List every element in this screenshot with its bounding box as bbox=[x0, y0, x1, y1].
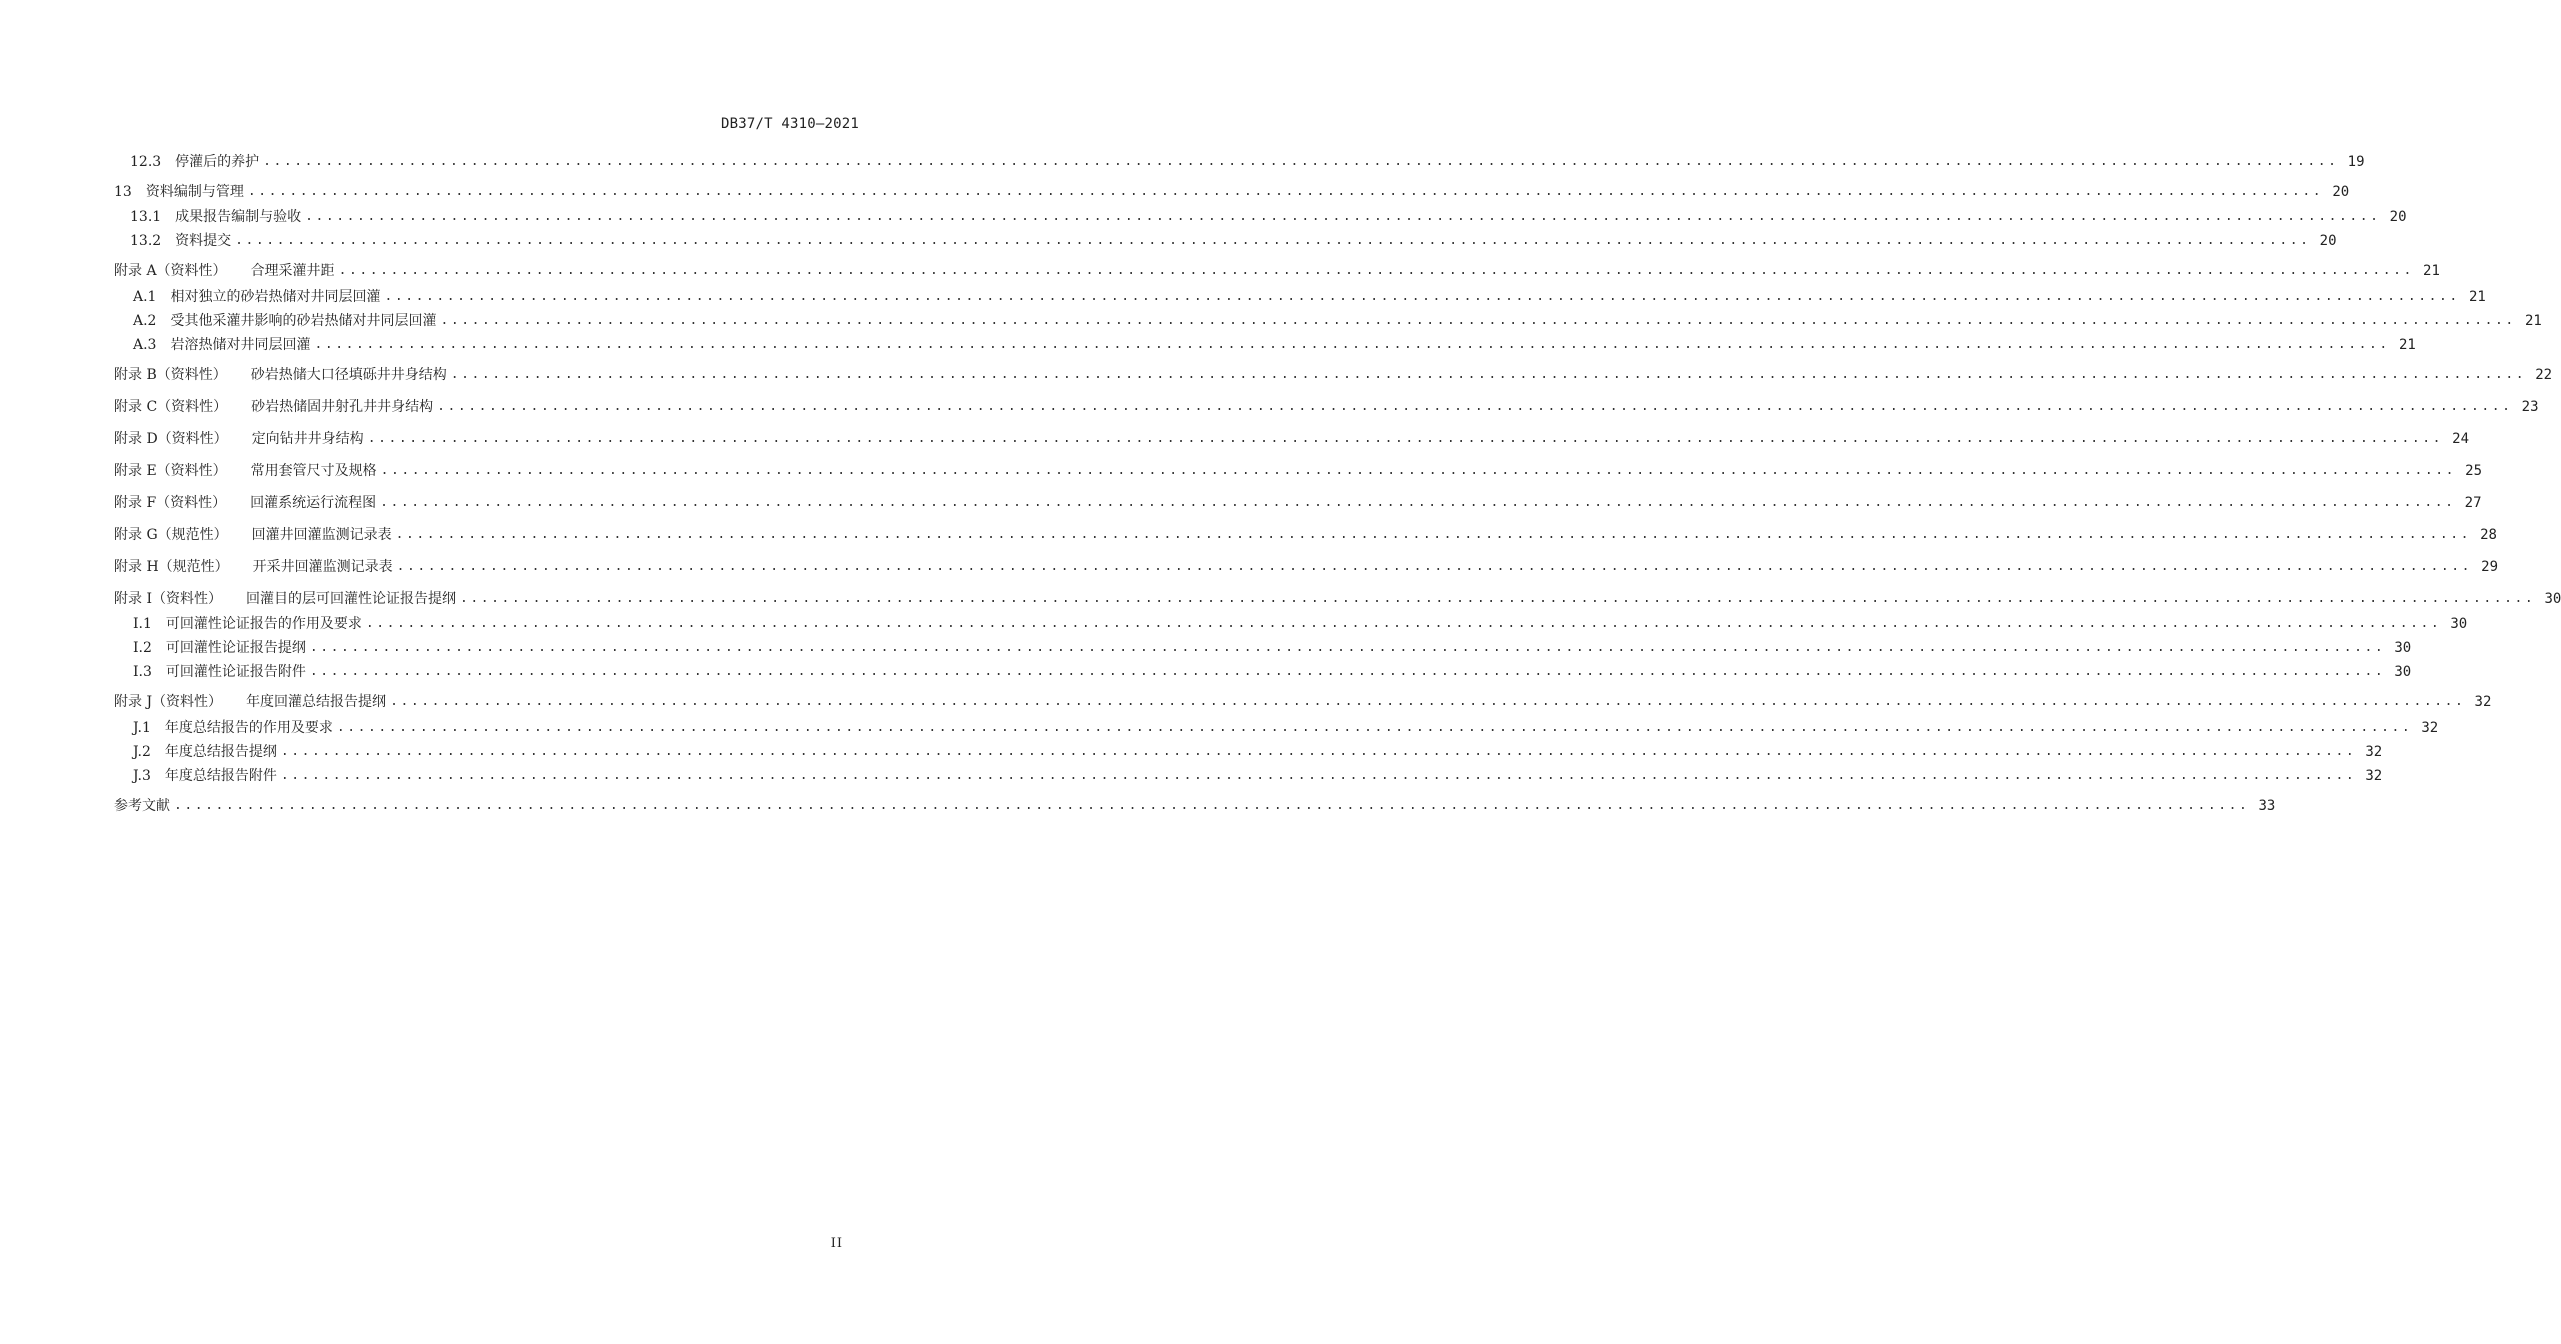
toc-entry-page: 32 bbox=[2421, 720, 2439, 736]
toc-entry-page: 21 bbox=[2398, 337, 2416, 353]
toc-entry[interactable] bbox=[133, 287, 2486, 307]
toc-entry-title: 砂岩热储固井射孔井井身结构 bbox=[251, 399, 434, 415]
toc-leader-dots: ........................................................................................................................................................................................................ bbox=[390, 694, 2466, 709]
toc-entry-title: 合理采灌井距 bbox=[250, 263, 335, 279]
toc-leader-dots: ........................................................................................................................................................................................................ bbox=[437, 399, 2513, 414]
toc-entry-page: 30 bbox=[2394, 664, 2412, 680]
toc-entry-title: 可回灌性论证报告附件 bbox=[165, 664, 306, 680]
toc-entry-number: A.2 bbox=[133, 313, 157, 329]
toc-entry-number: 13.1 bbox=[130, 209, 162, 225]
toc-leader-dots: ........................................................................................................................................................................................................ bbox=[367, 431, 2444, 446]
toc-entry[interactable] bbox=[130, 231, 2337, 251]
toc-entry-title: 成果报告编制与验收 bbox=[175, 209, 302, 225]
toc-entry[interactable] bbox=[114, 182, 2350, 202]
toc-leader-dots: ........................................................................................................................................................................................................ bbox=[309, 664, 2386, 679]
toc-entry-page: 33 bbox=[2258, 798, 2276, 814]
toc-entry-number: 13 bbox=[114, 184, 132, 200]
toc-entry-page: 32 bbox=[2474, 694, 2492, 710]
toc-entry[interactable] bbox=[133, 335, 2416, 355]
toc-entry-title: 回灌井回灌监测记录表 bbox=[251, 527, 392, 543]
toc-entry-number: 附录 E（资料性） bbox=[114, 463, 227, 479]
toc-entry-number: 附录 A（资料性） bbox=[114, 263, 227, 279]
toc-entry-number: 13.2 bbox=[130, 233, 162, 249]
toc-entry-number: J.3 bbox=[133, 768, 151, 784]
toc-entry-title: 回灌目的层可回灌性论证报告提纲 bbox=[245, 591, 456, 607]
toc-entry-number: 附录 I（资料性） bbox=[114, 591, 222, 607]
toc-entry-title: 回灌系统运行流程图 bbox=[250, 495, 377, 511]
toc-leader-dots: ........................................................................................................................................................................................................ bbox=[309, 640, 2386, 655]
toc-entry-number: J.2 bbox=[133, 744, 151, 760]
toc-entry-title: 常用套管尺寸及规格 bbox=[250, 463, 377, 479]
toc-leader-dots: ........................................................................................................................................................................................................ bbox=[314, 337, 2390, 352]
toc-entry-page: 28 bbox=[2480, 527, 2497, 543]
toc-entry-title: 资料提交 bbox=[175, 233, 232, 249]
toc-entry[interactable] bbox=[133, 614, 2468, 634]
toc-entry[interactable] bbox=[114, 493, 2482, 513]
toc-entry-number: 附录 G（规范性） bbox=[114, 527, 228, 543]
toc-leader-dots: ........................................................................................................................................................................................................ bbox=[280, 744, 2357, 759]
toc-entry[interactable] bbox=[114, 429, 2470, 449]
toc-entry-page: 30 bbox=[2544, 591, 2561, 607]
toc-leader-dots: ........................................................................................................................................................................................................ bbox=[380, 463, 2457, 478]
toc-entry-page: 22 bbox=[2535, 367, 2553, 383]
toc-leader-dots: ........................................................................................................................................................................................................ bbox=[384, 289, 2460, 304]
toc-entry-title: 定向钻井井身结构 bbox=[251, 431, 364, 447]
toc-entry-title: 停灌后的养护 bbox=[175, 154, 260, 170]
toc-entry[interactable] bbox=[133, 662, 2412, 682]
document-code: DB37/T 4310—2021 bbox=[720, 116, 859, 132]
toc-leader-dots: ........................................................................................................................................................................................................ bbox=[235, 233, 2311, 248]
toc-entry-page: 20 bbox=[2319, 233, 2337, 249]
toc-entry[interactable] bbox=[114, 692, 2492, 712]
toc-entry-number: A.1 bbox=[133, 289, 157, 305]
toc-entry-number: 附录 D（资料性） bbox=[114, 431, 228, 447]
toc-leader-dots: ........................................................................................................................................................................................................ bbox=[380, 495, 2456, 510]
toc-entry-page: 32 bbox=[2365, 768, 2383, 784]
toc-entry[interactable] bbox=[133, 766, 2383, 786]
toc-entry-page: 19 bbox=[2347, 154, 2365, 170]
toc-entry-page: 21 bbox=[2468, 289, 2486, 305]
toc-entry-page: 23 bbox=[2521, 399, 2539, 415]
toc-entry-page: 27 bbox=[2464, 495, 2482, 511]
toc-entry[interactable] bbox=[114, 557, 2499, 577]
toc-entry-number: J.1 bbox=[133, 720, 151, 736]
toc-entry-number: 附录 B（资料性） bbox=[114, 367, 227, 383]
toc-entry-title: 年度总结报告提纲 bbox=[164, 744, 277, 760]
toc-entry-number: I.3 bbox=[133, 664, 152, 680]
toc-entry-number: 附录 J（资料性） bbox=[114, 694, 223, 710]
toc-entry[interactable] bbox=[114, 589, 2561, 609]
toc-leader-dots: ........................................................................................................................................................................................................ bbox=[247, 184, 2324, 199]
toc-entry-number: 附录 H（规范性） bbox=[114, 559, 229, 575]
toc-entry-number: 附录 C（资料性） bbox=[114, 399, 228, 415]
toc-entry[interactable] bbox=[114, 397, 2539, 417]
toc-entry[interactable] bbox=[133, 742, 2383, 762]
toc-entry-number: 12.3 bbox=[130, 154, 162, 170]
toc-leader-dots: ........................................................................................................................................................................................................ bbox=[365, 616, 2442, 631]
toc-leader-dots: ........................................................................................................................................................................................................ bbox=[336, 720, 2413, 735]
toc-entry-page: 20 bbox=[2332, 184, 2350, 200]
toc-entry[interactable] bbox=[133, 718, 2439, 738]
toc-leader-dots: ........................................................................................................................................................................................................ bbox=[459, 591, 2536, 606]
toc-entry-page: 29 bbox=[2481, 559, 2499, 575]
toc-entry-page: 21 bbox=[2423, 263, 2440, 279]
toc-entry[interactable] bbox=[133, 311, 2542, 331]
toc-entry[interactable] bbox=[114, 796, 2276, 816]
toc-leader-dots: ........................................................................................................................................................................................................ bbox=[280, 768, 2357, 783]
toc-leader-dots: ........................................................................................................................................................................................................ bbox=[174, 798, 2250, 813]
toc-entry-page: 25 bbox=[2465, 463, 2483, 479]
toc-leader-dots: ........................................................................................................................................................................................................ bbox=[440, 313, 2516, 328]
toc-entry-page: 24 bbox=[2452, 431, 2470, 447]
toc-entry[interactable] bbox=[133, 638, 2412, 658]
toc-leader-dots: ........................................................................................................................................................................................................ bbox=[263, 154, 2339, 169]
toc-entry-title: 参考文献 bbox=[114, 798, 170, 814]
toc-entry[interactable] bbox=[130, 152, 2365, 172]
toc-entry-title: 年度回灌总结报告提纲 bbox=[246, 694, 387, 710]
toc-entry[interactable] bbox=[114, 525, 2497, 545]
toc-entry-page: 30 bbox=[2394, 640, 2412, 656]
toc-entry-page: 32 bbox=[2365, 744, 2383, 760]
toc-entry[interactable] bbox=[114, 261, 2440, 281]
toc-entry[interactable] bbox=[114, 365, 2553, 385]
toc-entry-page: 20 bbox=[2389, 209, 2407, 225]
toc-entry-title: 岩溶热储对井同层回灌 bbox=[170, 337, 311, 353]
toc-entry-title: 可回灌性论证报告的作用及要求 bbox=[165, 616, 362, 632]
toc-entry-number: A.3 bbox=[133, 337, 157, 353]
toc-leader-dots: ........................................................................................................................................................................................................ bbox=[338, 263, 2414, 278]
toc-entry-title: 受其他采灌井影响的砂岩热储对井同层回灌 bbox=[170, 313, 437, 329]
toc-leader-dots: ........................................................................................................................................................................................................ bbox=[395, 527, 2471, 542]
toc-entry-number: I.2 bbox=[133, 640, 152, 656]
toc-entry[interactable] bbox=[130, 207, 2407, 227]
page-number: II bbox=[830, 1236, 843, 1251]
toc-leader-dots: ........................................................................................................................................................................................................ bbox=[396, 559, 2473, 574]
toc-entry-number: I.1 bbox=[133, 616, 152, 632]
toc-entry-page: 30 bbox=[2450, 616, 2468, 632]
toc-entry-title: 可回灌性论证报告提纲 bbox=[165, 640, 306, 656]
toc-entry-title: 开采井回灌监测记录表 bbox=[252, 559, 393, 575]
toc-entry-number: 附录 F（资料性） bbox=[114, 495, 227, 511]
toc-entry-title: 资料编制与管理 bbox=[145, 184, 244, 200]
toc-entry[interactable] bbox=[114, 461, 2483, 481]
toc-entry-title: 相对独立的砂岩热储对井同层回灌 bbox=[170, 289, 381, 305]
toc-entry-title: 年度总结报告的作用及要求 bbox=[164, 720, 333, 736]
toc-entry-page: 21 bbox=[2524, 313, 2542, 329]
toc-leader-dots: ........................................................................................................................................................................................................ bbox=[450, 367, 2527, 382]
toc-leader-dots: ........................................................................................................................................................................................................ bbox=[305, 209, 2381, 224]
toc-entry-title: 年度总结报告附件 bbox=[164, 768, 277, 784]
toc-entry-title: 砂岩热储大口径填砾井井身结构 bbox=[250, 367, 447, 383]
